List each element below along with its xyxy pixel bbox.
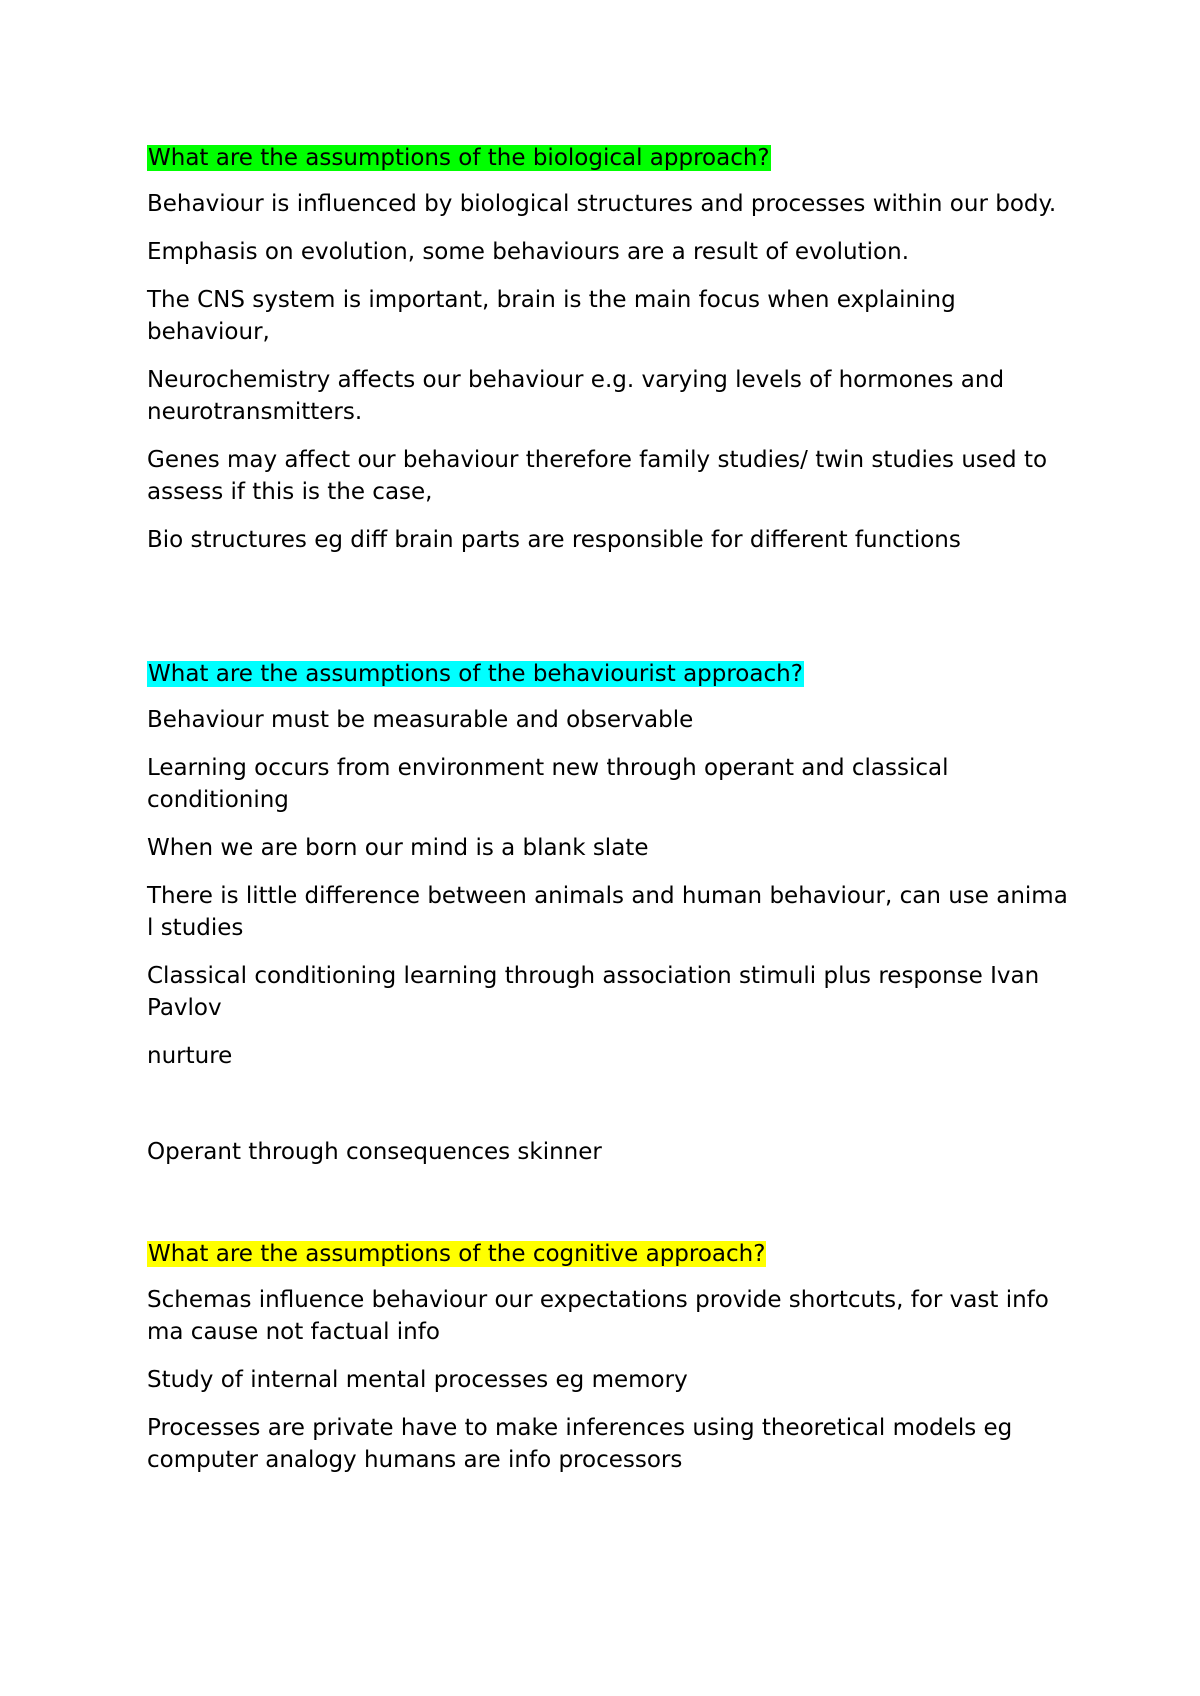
- question-highlight: What are the assumptions of the behaviourist approach?: [148, 661, 803, 687]
- blank-line: [147, 1088, 1077, 1136]
- paragraph: Learning occurs from environment new through operant and classical conditioning: [147, 755, 949, 813]
- paragraph: Schemas influence behaviour our expectations provide shortcuts, for vast info ma cause not factual info: [147, 1287, 1049, 1345]
- question-highlight: What are the assumptions of the cognitive approach?: [148, 1241, 766, 1267]
- paragraph: Operant through consequences skinner: [147, 1139, 602, 1165]
- paragraph: Genes may affect our behaviour therefore family studies/ twin studies used to assess if this is the case,: [147, 447, 1048, 505]
- document-page: [147, 142, 1077, 1492]
- paragraph: Emphasis on evolution, some behaviours are a result of evolution.: [147, 239, 909, 265]
- paragraph: When we are born our mind is a blank slate: [147, 835, 649, 861]
- section-behaviourist: [147, 658, 1077, 1168]
- paragraph: nurture: [147, 1043, 233, 1069]
- question-heading: [147, 1238, 1077, 1270]
- paragraph: Bio structures eg diff brain parts are responsible for different functions: [147, 527, 961, 553]
- paragraph: Behaviour is influenced by biological structures and processes within our body.: [147, 191, 1057, 217]
- question-heading: [147, 658, 1077, 690]
- paragraph: Neurochemistry affects our behaviour e.g. varying levels of hormones and neurotransmitters.: [147, 367, 1005, 425]
- paragraph: There is little difference between animals and human behaviour, can use anima l studies: [147, 883, 1068, 941]
- question-highlight: What are the assumptions of the biological approach?: [148, 145, 770, 171]
- paragraph: Behaviour must be measurable and observable: [147, 707, 694, 733]
- section-cognitive: [147, 1238, 1077, 1476]
- paragraph: Processes are private have to make inferences using theoretical models eg computer analogy humans are info processors: [147, 1415, 1013, 1473]
- section-biological: [147, 142, 1077, 556]
- paragraph: Classical conditioning learning through association stimuli plus response Ivan Pavlov: [147, 963, 1040, 1021]
- paragraph: Study of internal mental processes eg memory: [147, 1367, 688, 1393]
- question-heading: [147, 142, 1077, 174]
- paragraph: The CNS system is important, brain is the main focus when explaining behaviour,: [147, 287, 956, 345]
